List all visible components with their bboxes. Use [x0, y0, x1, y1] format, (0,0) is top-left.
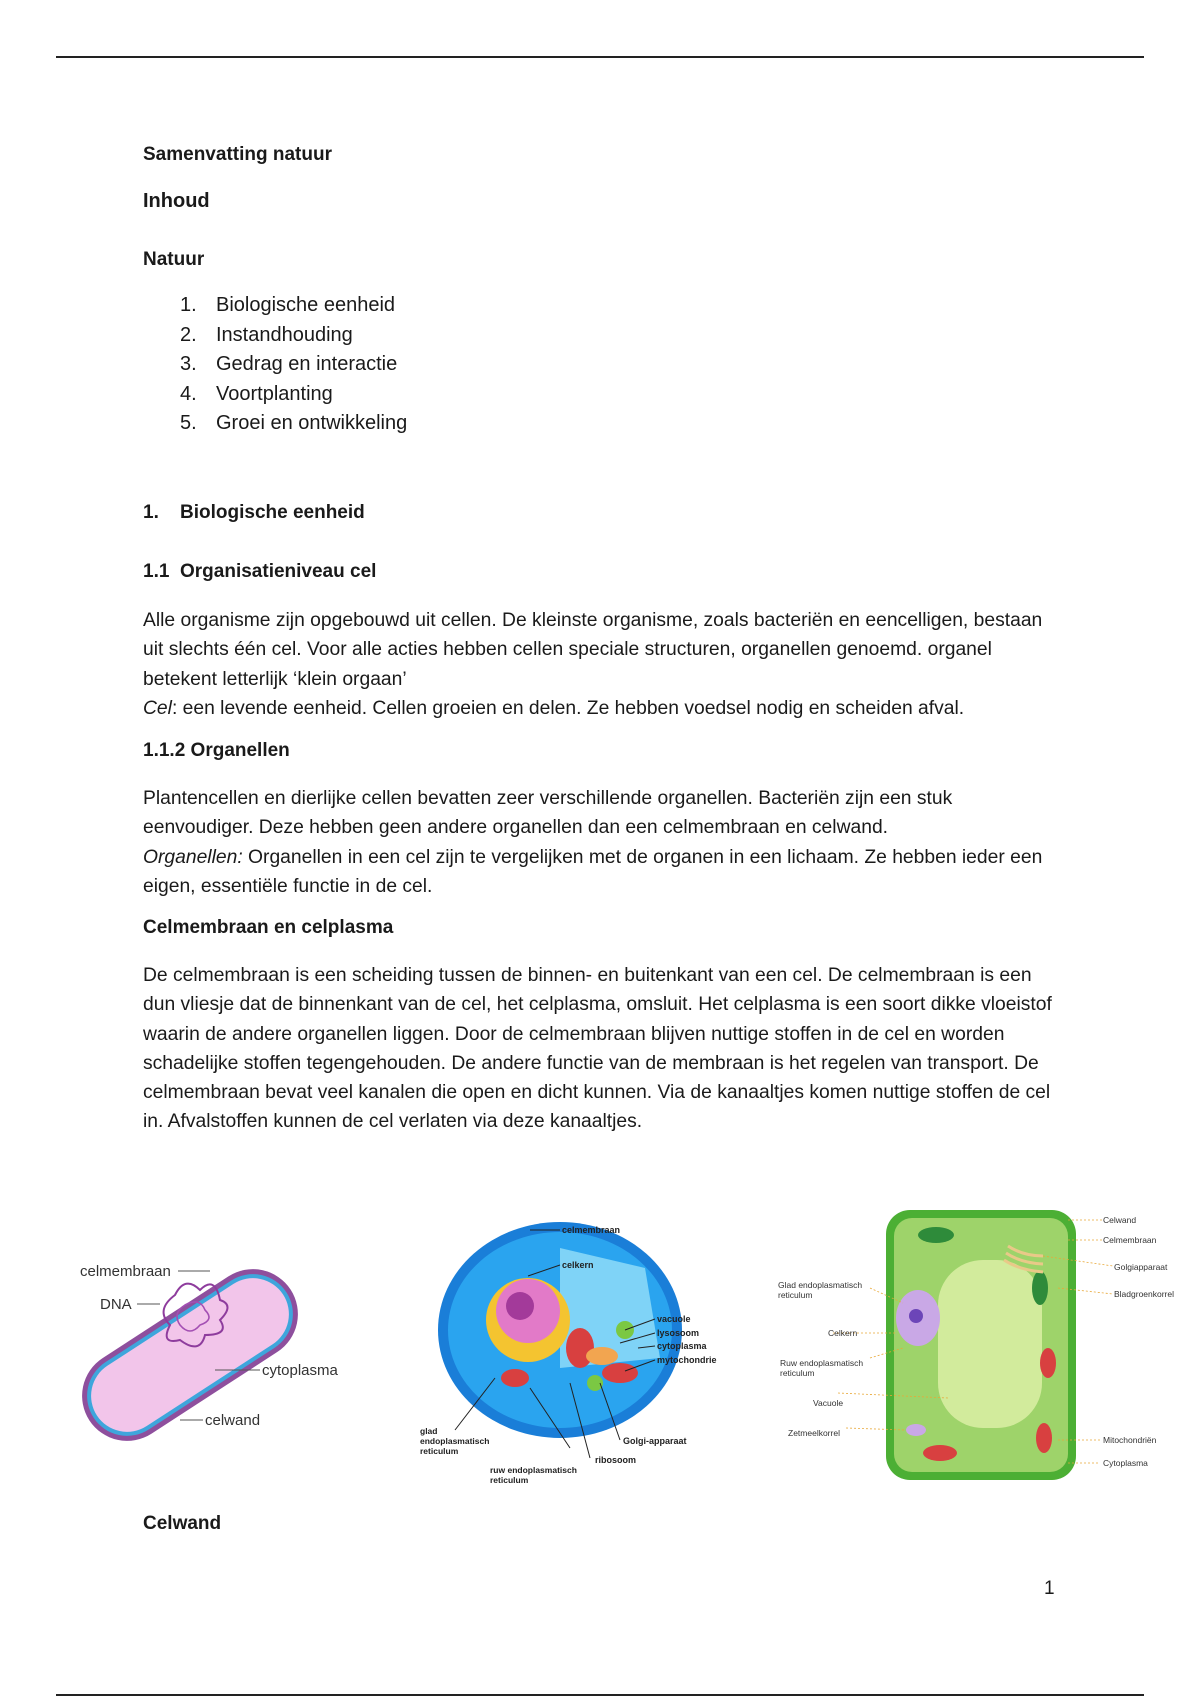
central-vacuole: [938, 1260, 1042, 1428]
mitochondrion-icon: [1040, 1348, 1056, 1378]
mitochondrion-icon: [923, 1445, 957, 1461]
golgi-icon: [586, 1347, 618, 1365]
section-heading-1-1: 1.1 Organisatieniveau cel: [143, 561, 377, 582]
label-mytochondrie: mytochondrie: [657, 1355, 717, 1365]
label-golgi: Golgi-apparaat: [623, 1436, 687, 1446]
toc-item[interactable]: 5. Groei en ontwikkeling: [180, 412, 408, 434]
label-celkern: celkern: [562, 1260, 594, 1270]
paragraph-organelles: Plantencellen en dierlijke cellen bevatten zeer verschillende organellen. Bacteriën zijn een stuk eenvoudiger. Deze hebben geen andere organellen dan een celmembraan en celwand. Organellen: Organellen in een cel zijn te vergelijken met de organen in een lichaam. Ze hebben ieder een eigen, essentiële functie in de cel.: [143, 788, 1043, 897]
plant-nucleolus: [909, 1309, 923, 1323]
lysosome-icon: [587, 1375, 603, 1391]
toc-item-label: Biologische eenheid: [216, 294, 396, 316]
section-heading-1-1-2: 1.1.2 Organellen: [143, 740, 290, 761]
label-cytoplasma: Cytoplasma: [1103, 1458, 1148, 1468]
mitochondrion-icon: [1036, 1423, 1052, 1453]
document-title: Samenvatting natuur: [143, 144, 332, 165]
bacteria-diagram: [60, 1200, 350, 1460]
toc-item[interactable]: 2. Instandhouding: [180, 323, 353, 346]
label-celmembraan: celmembraan: [80, 1263, 171, 1280]
label-celkern: Celkern: [828, 1328, 858, 1338]
toc-section-heading: Natuur: [143, 249, 205, 270]
toc-item[interactable]: 1. Biologische eenheid: [180, 294, 396, 316]
label-ruw-er: Ruw endoplasmatisch reticulum: [780, 1358, 864, 1378]
label-vacuole: vacuole: [657, 1314, 691, 1324]
chloroplast-icon: [918, 1227, 954, 1243]
label-dna: DNA: [100, 1296, 132, 1313]
label-celmembraan: Celmembraan: [1103, 1235, 1157, 1245]
footer-rule: [56, 1694, 1144, 1696]
subheading-cell-wall: Celwand: [143, 1513, 222, 1534]
toc-item-label: Voortplanting: [216, 382, 333, 405]
subheading-membrane: Celmembraan en celplasma: [143, 917, 394, 938]
chloroplast-icon: [1032, 1271, 1048, 1305]
plant-cell-diagram: [778, 1208, 1178, 1488]
animal-cell-diagram: [420, 1208, 780, 1493]
toc-list: [143, 291, 407, 439]
label-cytoplasma: cytoplasma: [657, 1341, 707, 1351]
label-lysosoom: lysosoom: [657, 1328, 700, 1338]
label-ruw-er: ruw endoplasmatisch reticulum: [490, 1465, 577, 1485]
definition-term: Cel: [143, 697, 172, 719]
label-golgiapparaat: Golgiapparaat: [1114, 1262, 1168, 1272]
toc-heading: Inhoud: [143, 190, 210, 212]
label-bladgroenkorrel: Bladgroenkorrel: [1114, 1289, 1175, 1299]
label-celwand: celwand: [205, 1412, 261, 1429]
label-celwand: Celwand: [1103, 1215, 1137, 1225]
toc-item-label: Gedrag en interactie: [216, 353, 398, 375]
header-rule: [56, 56, 1144, 58]
definition-term: Organellen:: [143, 846, 243, 868]
label-celmembraan: celmembraan: [562, 1225, 621, 1235]
mitochondrion-icon: [566, 1328, 594, 1368]
mitochondrion-icon: [602, 1363, 638, 1383]
toc-item[interactable]: 4. Voortplanting: [180, 382, 333, 405]
page-number: 1: [1044, 1578, 1055, 1599]
label-ribosoom: ribosoom: [595, 1455, 637, 1465]
toc-item-label: Groei en ontwikkeling: [216, 412, 408, 434]
mitochondrion-icon: [501, 1369, 529, 1387]
label-vacuole: Vacuole: [813, 1398, 844, 1408]
toc-item[interactable]: 3. Gedrag en interactie: [180, 353, 398, 375]
label-zetmeelkorrel: Zetmeelkorrel: [788, 1428, 840, 1438]
paragraph-membrane: De celmembraan is een scheiding tussen de binnen- en buitenkant van een cel. De celmembraan is een dun vliesje dat de binnenkant van de cel, het celplasma, omsluit. Het celplasma is een soort dikke vloeistof waarin de andere organellen liggen. Door de celmembraan blijven nuttige stoffen in de cel en worden schadelijke stoffen tegengehouden. De andere functie van de membraan is het regelen van transport. De celmembraan bevat veel kanalen die open en dicht kunnen. Via de kanaaltjes komen nuttige stoffen de cel in. Afvalstoffen kunnen de cel verlaten via deze kanaaltjes.: [143, 965, 1052, 1133]
toc-item-label: Instandhouding: [216, 323, 353, 346]
starch-grain-icon: [906, 1424, 926, 1436]
paragraph-organisation: Alle organisme zijn opgebouwd uit cellen. De kleinste organisme, zoals bacteriën en eencelligen, bestaan uit slechts één cel. Voor alle acties hebben cellen speciale structuren, organellen genoemd. organel betekent letterlijk ‘klein orgaan’ Cel: een levende eenheid. Cellen groeien en delen. Ze hebben voedsel nodig en scheiden afval.: [143, 610, 1043, 719]
label-cytoplasma: cytoplasma: [262, 1362, 338, 1379]
label-glad-er: Glad endoplasmatisch reticulum: [778, 1280, 863, 1300]
label-mitochondrien: Mitochondriën: [1103, 1435, 1157, 1445]
label-glad-er: glad endoplasmatisch reticulum: [420, 1426, 490, 1456]
section-heading-1: 1. Biologische eenheid: [143, 502, 365, 523]
nucleolus: [506, 1292, 534, 1320]
